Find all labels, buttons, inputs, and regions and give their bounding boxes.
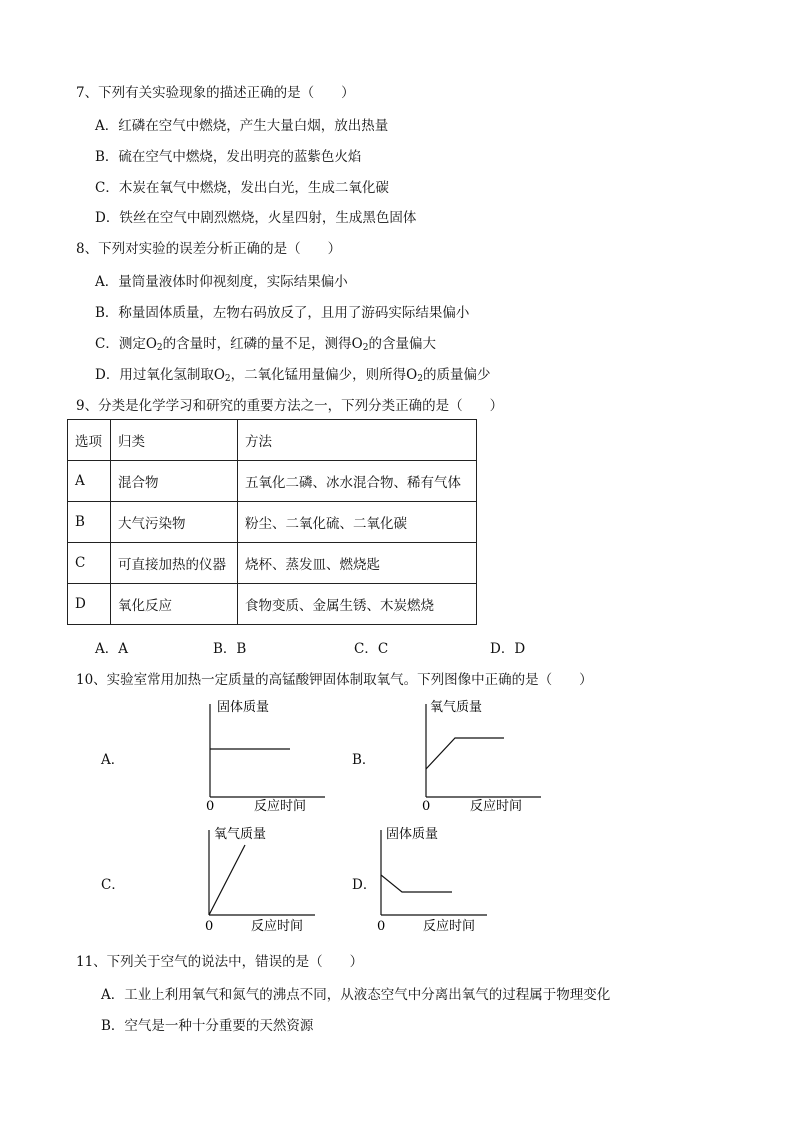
table-cell: 可直接加热的仪器: [111, 543, 238, 584]
graph-d-xlabel: 反应时间: [423, 919, 476, 934]
table-cell: A: [68, 461, 111, 502]
graph-c-option: C．: [101, 877, 125, 893]
q7-stem: 7、下列有关实验现象的描述正确的是（ ）: [76, 85, 355, 101]
header-category: 归类: [111, 420, 238, 461]
table-row: [68, 502, 477, 543]
q8-d-part2: ，二氧化锰用量偏少，则所得O: [230, 367, 418, 383]
table-cell: 烧杯、蒸发皿、燃烧匙: [238, 543, 477, 584]
table-cell: 粉尘、二氧化硫、二氧化碳: [238, 502, 477, 543]
table-row: [68, 543, 477, 584]
graph-c-curve: [209, 845, 245, 915]
q9-choice-a: A．A: [95, 641, 128, 657]
table-cell: 大气污染物: [111, 502, 238, 543]
graph-b-origin: 0: [422, 799, 431, 814]
graph-d-origin: 0: [377, 919, 386, 934]
q8-stem: 8、下列对实验的误差分析正确的是（ ）: [76, 241, 342, 257]
q9-choice-d: D．D: [490, 641, 526, 657]
graph-d-ylabel: 固体质量: [386, 827, 439, 842]
q7-option-b: B．硫在空气中燃烧，发出明亮的蓝紫色火焰: [95, 149, 362, 165]
q7-option-d: D．铁丝在空气中剧烈燃烧，火星四射，生成黑色固体: [95, 210, 417, 226]
q7-option-a: A．红磷在空气中燃烧，产生大量白烟，放出热量: [95, 118, 389, 134]
table-cell: B: [68, 502, 111, 543]
graph-c-ylabel: 氧气质量: [214, 827, 267, 842]
q11-option-a: A．工业上利用氧气和氮气的沸点不同，从液态空气中分离出氧气的过程属于物理变化: [101, 987, 611, 1003]
table-cell: 五氧化二磷、冰水混合物、稀有气体: [238, 461, 477, 502]
graph-a-origin: 0: [206, 799, 215, 814]
graph-b-xlabel: 反应时间: [470, 799, 523, 814]
table-header-row: [68, 420, 477, 461]
graph-d-option: D．: [352, 877, 377, 893]
graph-b-option: B．: [352, 752, 376, 768]
table-row: [68, 584, 477, 625]
q9-choice-c: C．C: [354, 641, 389, 657]
q8-d-sub2: 2: [417, 374, 423, 384]
q8-option-b: B．称量固体质量，左物右码放反了，且用了游码实际结果偏小: [95, 305, 470, 321]
q9-stem: 9、分类是化学学习和研究的重要方法之一，下列分类正确的是（ ）: [76, 398, 504, 414]
graph-a-xlabel: 反应时间: [254, 799, 307, 814]
q8-option-a: A．量筒量液体时仰视刻度，实际结果偏小: [95, 274, 348, 290]
q8-c-sub1: 2: [156, 343, 163, 353]
graph-d-curve: [381, 875, 452, 892]
graph-a-option: A．: [101, 752, 125, 768]
q7-option-c: C．木炭在氧气中燃烧，发出白光，生成二氧化碳: [95, 180, 389, 196]
table-cell: 氧化反应: [111, 584, 238, 625]
q10-stem: 10、实验室常用加热一定质量的高锰酸钾固体制取氧气。下列图像中正确的是（ ）: [76, 672, 593, 688]
q8-c-part2: 的含量时，红磷的量不足，测得O: [162, 336, 363, 352]
classification-table: [67, 419, 477, 625]
table-row: [68, 461, 477, 502]
graph-c: [195, 822, 335, 936]
q8-d-part3: 的质量偏少: [422, 367, 491, 383]
q11-option-b: B．空气是一种十分重要的天然资源: [101, 1018, 314, 1034]
table-cell: C: [68, 543, 111, 584]
q8-option-c: [95, 332, 436, 353]
q8-c-sub2: 2: [362, 343, 369, 353]
graph-c-origin: 0: [205, 919, 214, 934]
header-option: 选项: [68, 420, 111, 461]
table-cell: D: [68, 584, 111, 625]
q8-c-part1: C．测定O: [95, 336, 157, 352]
graph-a-ylabel: 固体质量: [217, 700, 270, 715]
graph-c-xlabel: 反应时间: [251, 919, 304, 934]
table-cell: 混合物: [111, 461, 238, 502]
table-cell: 食物变质、金属生锈、木炭燃烧: [238, 584, 477, 625]
graph-a: [195, 694, 335, 816]
q8-d-part1: D．用过氧化氢制取O: [95, 367, 225, 383]
header-method: 方法: [238, 420, 477, 461]
q8-c-part3: 的含量偏大: [368, 336, 436, 352]
graph-b: [411, 694, 551, 816]
graph-d: [367, 822, 507, 936]
q9-choice-b: B．B: [213, 641, 247, 657]
graph-b-curve: [426, 738, 504, 769]
q8-d-sub1: 2: [224, 374, 231, 384]
q8-option-d: [95, 363, 490, 384]
graph-b-ylabel: 氧气质量: [430, 700, 483, 715]
q11-stem: 11、下列关于空气的说法中，错误的是（ ）: [76, 954, 364, 970]
